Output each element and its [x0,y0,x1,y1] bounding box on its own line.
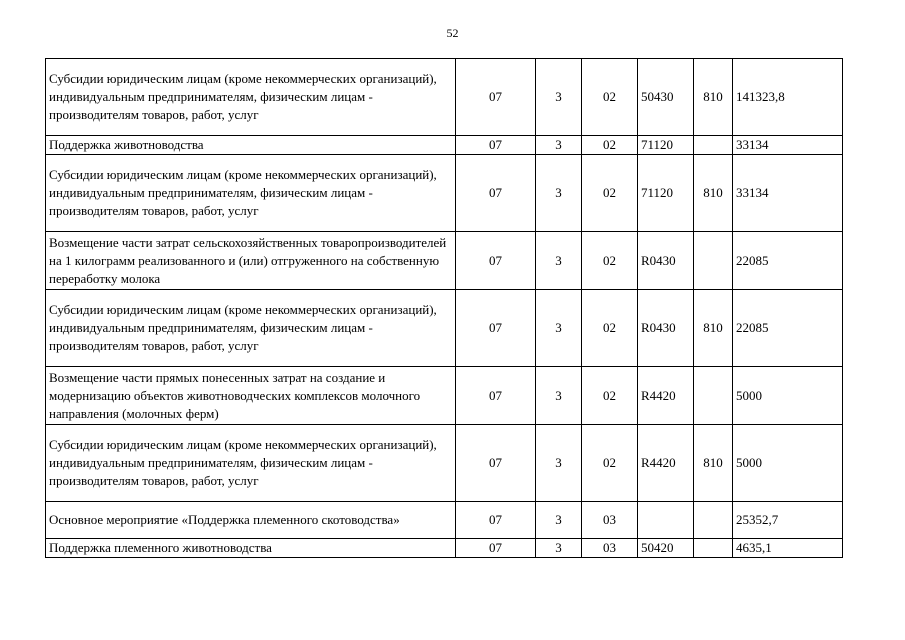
row-name: Основное мероприятие «Поддержка племенного скотоводства» [46,502,456,539]
row-prz: 3 [536,290,582,367]
table-row [46,59,843,136]
row-program: 02 [582,136,638,155]
row-sum: 22085 [733,232,843,290]
row-prz: 3 [536,367,582,425]
row-rz: 07 [456,539,536,558]
row-name: Субсидии юридическим лицам (кроме некоммерческих организаций), индивидуальным предпринимателям, физическим лицам - производителям товаров, работ, услуг [46,290,456,367]
row-prz: 3 [536,232,582,290]
row-sum: 25352,7 [733,502,843,539]
row-sum: 33134 [733,155,843,232]
row-vr [694,367,733,425]
row-code [638,502,694,539]
row-prz: 3 [536,539,582,558]
row-code: 50420 [638,539,694,558]
row-rz: 07 [456,367,536,425]
row-prz: 3 [536,59,582,136]
row-code: R0430 [638,290,694,367]
row-rz: 07 [456,59,536,136]
row-name: Возмещение части прямых понесенных затрат на создание и модернизацию объектов животноводческих комплексов молочного направления (молочных ферм) [46,367,456,425]
table-row [46,367,843,425]
row-sum: 5000 [733,367,843,425]
row-rz: 07 [456,232,536,290]
row-rz: 07 [456,290,536,367]
row-program: 02 [582,155,638,232]
row-prz: 3 [536,502,582,539]
row-rz: 07 [456,136,536,155]
row-name: Поддержка племенного животноводства [46,539,456,558]
table-row [46,539,843,558]
row-sum: 5000 [733,425,843,502]
row-vr [694,136,733,155]
row-vr: 810 [694,290,733,367]
row-prz: 3 [536,136,582,155]
table-row [46,232,843,290]
row-program: 03 [582,539,638,558]
row-code: 71120 [638,136,694,155]
row-code: R0430 [638,232,694,290]
row-program: 02 [582,367,638,425]
row-sum: 33134 [733,136,843,155]
row-rz: 07 [456,425,536,502]
row-program: 02 [582,59,638,136]
table-row [46,425,843,502]
row-vr [694,539,733,558]
row-name: Субсидии юридическим лицам (кроме некоммерческих организаций), индивидуальным предпринимателям, физическим лицам - производителям товаров, работ, услуг [46,59,456,136]
table-row [46,155,843,232]
row-program: 03 [582,502,638,539]
table-row [46,502,843,539]
row-vr: 810 [694,425,733,502]
budget-table [45,58,843,558]
row-vr: 810 [694,59,733,136]
row-vr [694,502,733,539]
row-rz: 07 [456,502,536,539]
page-number: 52 [446,26,459,40]
row-name: Возмещение части затрат сельскохозяйственных товаропроизводителей на 1 килограмм реализованного и (или) отгруженного на собственную переработку молока [46,232,456,290]
row-name: Поддержка животноводства [46,136,456,155]
row-code: 50430 [638,59,694,136]
table-row [46,290,843,367]
table-row [46,136,843,155]
row-prz: 3 [536,425,582,502]
row-vr: 810 [694,155,733,232]
row-rz: 07 [456,155,536,232]
row-program: 02 [582,290,638,367]
row-sum: 141323,8 [733,59,843,136]
row-sum: 4635,1 [733,539,843,558]
row-code: 71120 [638,155,694,232]
row-name: Субсидии юридическим лицам (кроме некоммерческих организаций), индивидуальным предпринимателям, физическим лицам - производителям товаров, работ, услуг [46,425,456,502]
row-sum: 22085 [733,290,843,367]
row-name: Субсидии юридическим лицам (кроме некоммерческих организаций), индивидуальным предпринимателям, физическим лицам - производителям товаров, работ, услуг [46,155,456,232]
row-vr [694,232,733,290]
row-code: R4420 [638,425,694,502]
row-program: 02 [582,232,638,290]
row-program: 02 [582,425,638,502]
row-code: R4420 [638,367,694,425]
row-prz: 3 [536,155,582,232]
